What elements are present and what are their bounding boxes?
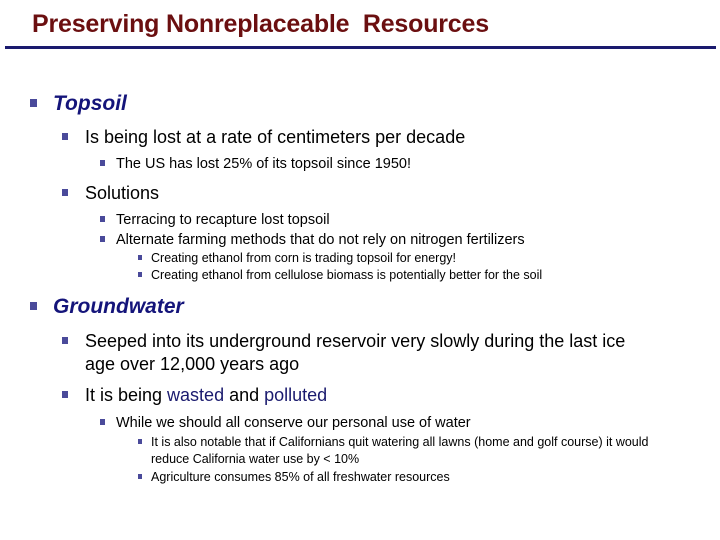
bullet-icon — [30, 99, 37, 107]
heading-groundwater: Groundwater — [53, 295, 184, 318]
wasted-prefix: It is being — [85, 385, 168, 405]
bullet-icon — [138, 474, 142, 479]
bullet-icon — [138, 272, 142, 277]
bullet-seeped-2: age over 12,000 years ago — [85, 354, 300, 374]
title-divider — [5, 46, 716, 49]
heading-topsoil: Topsoil — [53, 92, 127, 115]
bullet-solutions: Solutions — [85, 183, 160, 203]
and-word: and — [224, 385, 265, 405]
bullet-ethanol-corn: Creating ethanol from corn is trading topsoil for energy! — [151, 251, 457, 265]
bullet-icon — [30, 302, 37, 310]
bullet-terracing: Terracing to recapture lost topsoil — [116, 212, 330, 228]
polluted-word: polluted — [264, 385, 328, 405]
bullet-icon — [138, 255, 142, 260]
bullet-icon — [62, 391, 68, 398]
bullet-lawns-1: It is also notable that if Californians quit watering all lawns (home and golf course) it would — [151, 435, 649, 449]
bullet-lost: Is being lost at a rate of centimeters per decade — [85, 127, 466, 147]
bullet-icon — [62, 133, 68, 140]
bullet-agriculture: Agriculture consumes 85% of all freshwater resources — [151, 470, 450, 484]
bullet-icon — [100, 419, 105, 425]
bullet-icon — [100, 236, 105, 242]
bullet-wasted — [85, 386, 327, 404]
bullet-icon — [138, 439, 142, 444]
bullet-us-lost: The US has lost 25% of its topsoil since 1950! — [116, 156, 411, 172]
bullet-ethanol-cellulose: Creating ethanol from cellulose biomass is potentially better for the soil — [151, 268, 543, 282]
bullet-alternate: Alternate farming methods that do not rely on nitrogen fertilizers — [116, 232, 525, 248]
bullet-lawns-2: reduce California water use by < 10% — [151, 452, 360, 466]
slide-title: Preserving Nonreplaceable Resources — [32, 10, 489, 38]
wasted-word: wasted — [167, 385, 225, 405]
bullet-icon — [100, 216, 105, 222]
bullet-icon — [100, 160, 105, 166]
bullet-conserve: While we should all conserve our personal use of water — [116, 415, 471, 431]
bullet-icon — [62, 189, 68, 196]
bullet-seeped-1: Seeped into its underground reservoir very slowly during the last ice — [85, 331, 626, 351]
bullet-icon — [62, 337, 68, 344]
